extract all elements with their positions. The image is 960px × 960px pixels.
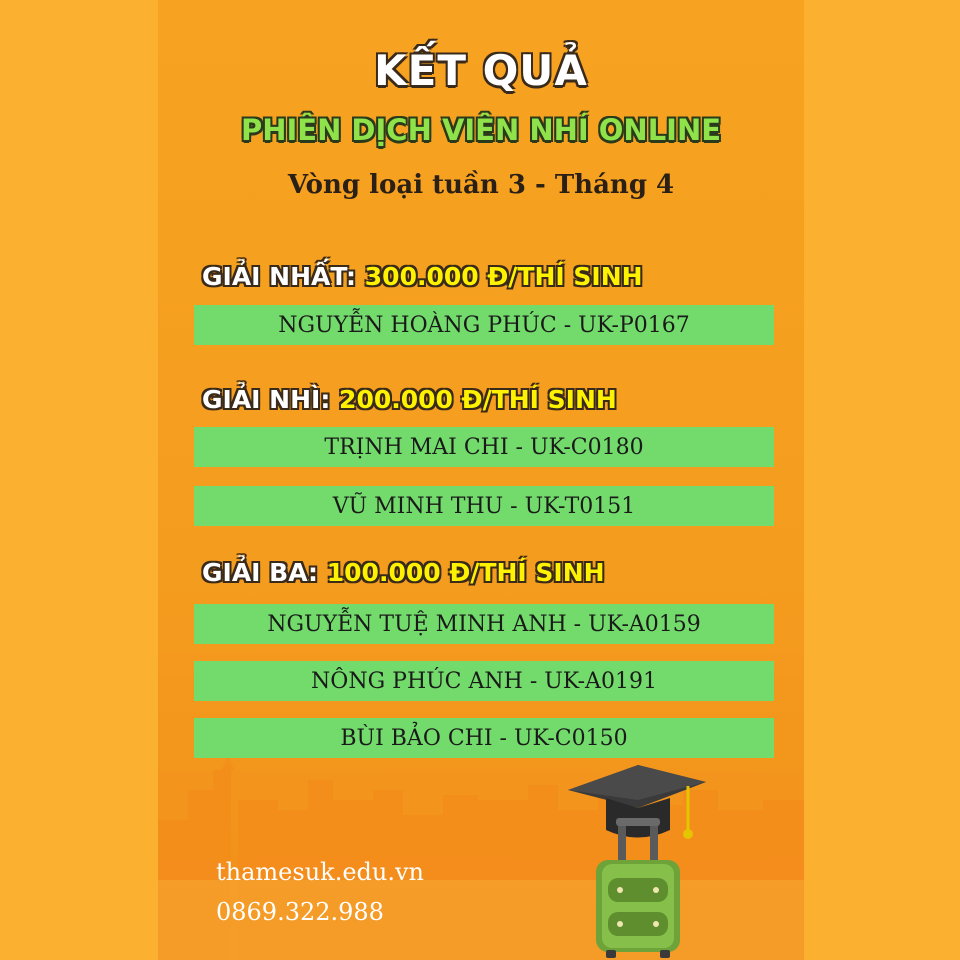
- winner-bar: NÔNG PHÚC ANH - UK-A0191: [194, 661, 774, 701]
- prize-heading-second: [202, 385, 782, 414]
- winner-bar: NGUYỄN HOÀNG PHÚC - UK-P0167: [194, 305, 774, 345]
- prize-amount: 100.000 Đ/THÍ SINH: [326, 558, 605, 587]
- winner-bar: NGUYỄN TUỆ MINH ANH - UK-A0159: [194, 604, 774, 644]
- winner-bar: BÙI BẢO CHI - UK-C0150: [194, 718, 774, 758]
- page-subtitle: PHIÊN DỊCH VIÊN NHÍ ONLINE: [240, 113, 722, 147]
- page-title: KẾT QUẢ: [374, 46, 588, 95]
- prize-heading-third: [202, 558, 782, 587]
- prize-amount: 300.000 Đ/THÍ SINH: [364, 262, 643, 291]
- round-label: Vòng loại tuần 3 - Tháng 4: [287, 170, 675, 200]
- prize-amount: 200.000 Đ/THÍ SINH: [339, 385, 617, 414]
- winner-bar: TRỊNH MAI CHI - UK-C0180: [194, 427, 774, 467]
- winner-bar: VŨ MINH THU - UK-T0151: [194, 486, 774, 526]
- poster: [158, 0, 804, 960]
- prize-heading-first: [202, 262, 782, 291]
- prize-label: GIẢI BA:: [202, 558, 319, 587]
- contact-phone: 0869.322.988: [216, 898, 384, 926]
- suitcase-icon: [558, 760, 708, 960]
- contact-website: thamesuk.edu.vn: [216, 858, 424, 886]
- prize-label: GIẢI NHÌ:: [202, 385, 331, 414]
- graduation-cap-icon: [568, 765, 706, 839]
- prize-label: GIẢI NHẤT:: [202, 262, 357, 291]
